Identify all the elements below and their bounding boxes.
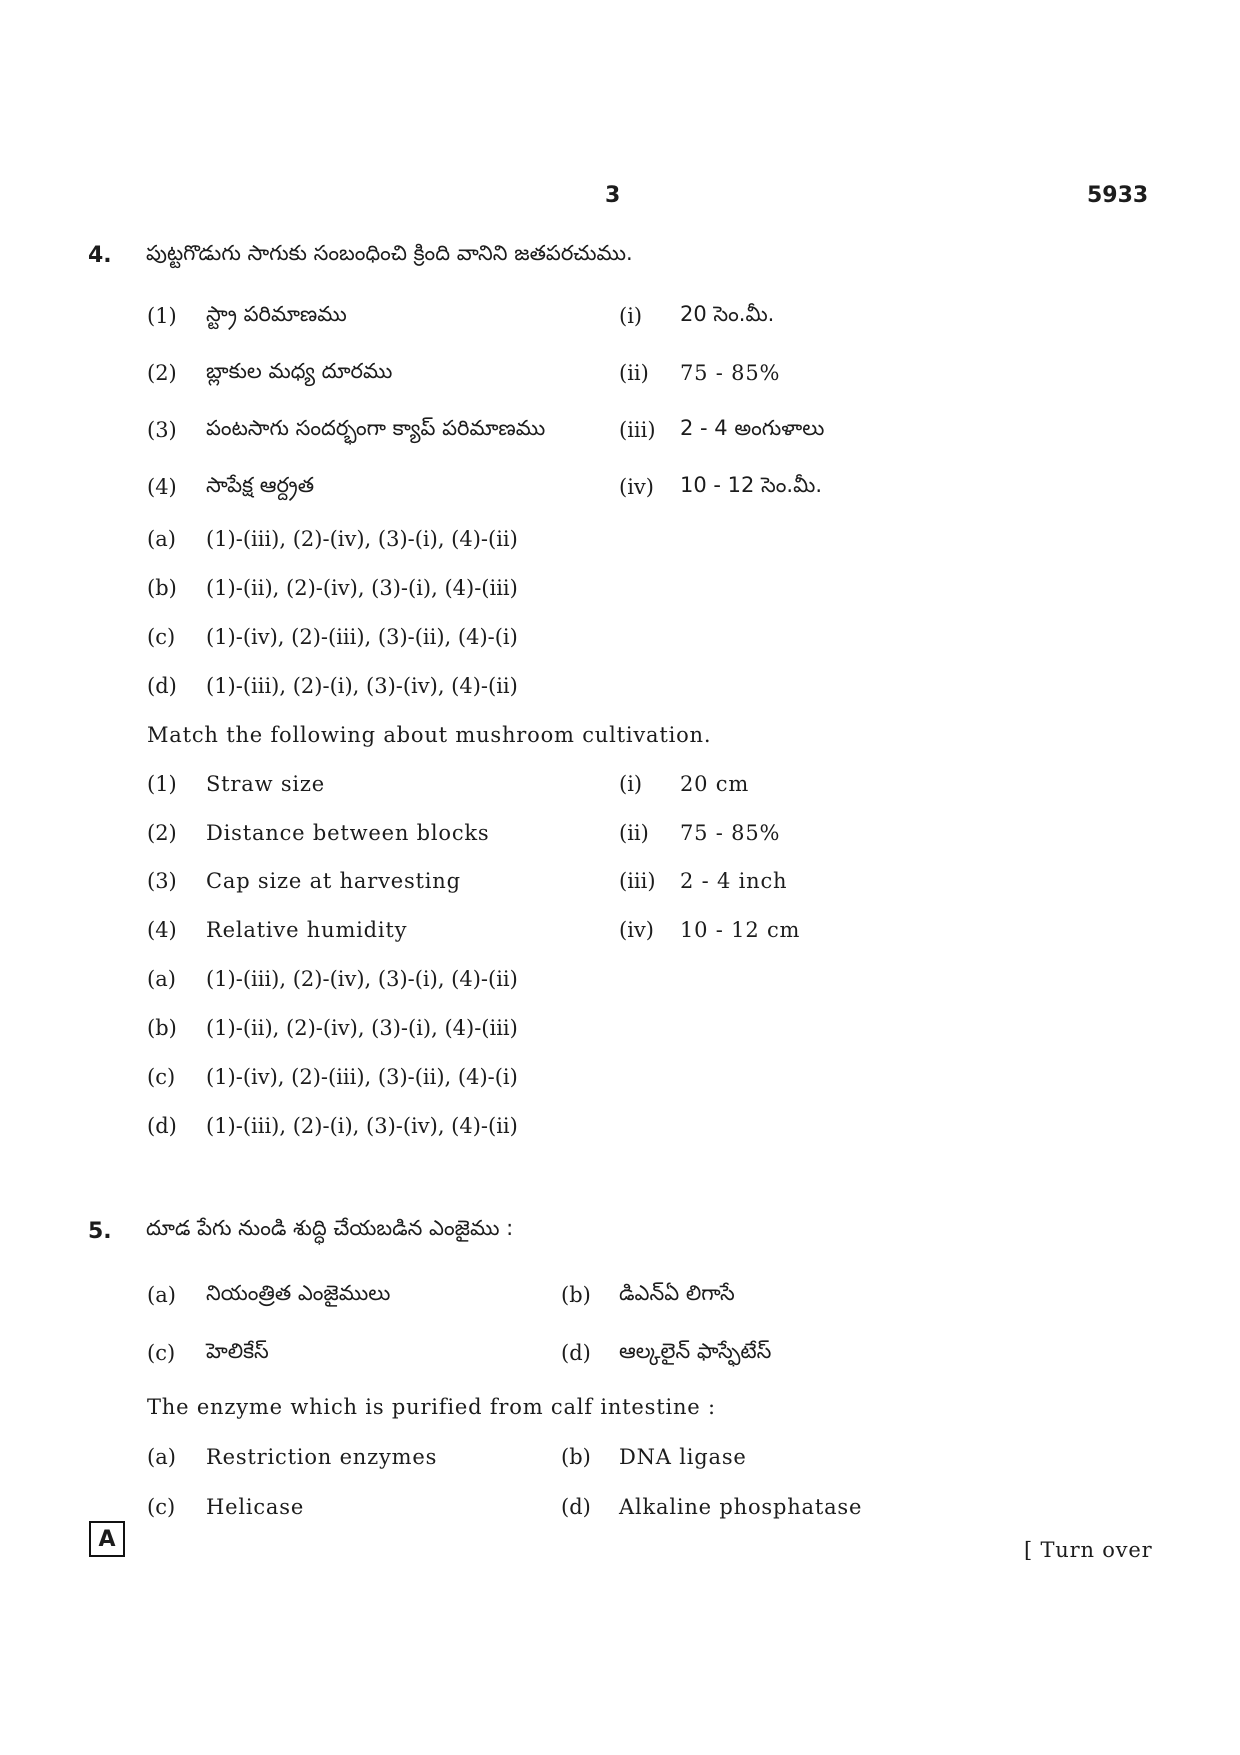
option-label: (b) bbox=[561, 1283, 591, 1307]
option-text: (1)-(ii), (2)-(iv), (3)-(i), (4)-(iii) bbox=[206, 1016, 518, 1040]
option-label: (a) bbox=[147, 1445, 176, 1469]
option-text: Helicase bbox=[206, 1495, 305, 1519]
option-label: (b) bbox=[561, 1445, 591, 1469]
page-number: 3 bbox=[605, 183, 621, 208]
match-right-item: 2 - 4 అంగుళాలు bbox=[680, 416, 825, 440]
option-label: (a) bbox=[147, 967, 176, 991]
match-roman-label: (i) bbox=[619, 772, 643, 796]
match-right-item: 10 - 12 cm bbox=[680, 918, 801, 942]
option-text: DNA ligase bbox=[619, 1445, 747, 1469]
match-left-item: Relative humidity bbox=[206, 918, 408, 942]
match-roman-label: (i) bbox=[619, 304, 643, 328]
option-text: Alkaline phosphatase bbox=[619, 1495, 863, 1519]
match-left-item: సాపేక్ష ఆర్ద్రత bbox=[206, 473, 315, 497]
option-text: (1)-(ii), (2)-(iv), (3)-(i), (4)-(iii) bbox=[206, 576, 518, 600]
match-left-item: స్ట్రా పరిమాణము bbox=[206, 302, 347, 326]
option-label: (c) bbox=[147, 1341, 176, 1365]
option-text: ఆల్కలైన్ ఫాస్ఫేటేస్ bbox=[619, 1339, 772, 1363]
match-row-number: (4) bbox=[147, 475, 177, 499]
match-right-item: 20 cm bbox=[680, 772, 750, 796]
match-roman-label: (ii) bbox=[619, 821, 649, 845]
option-text: (1)-(iii), (2)-(iv), (3)-(i), (4)-(ii) bbox=[206, 967, 518, 991]
match-left-item: Cap size at harvesting bbox=[206, 869, 461, 893]
question-5-number: 5. bbox=[88, 1219, 112, 1244]
match-roman-label: (iii) bbox=[619, 418, 656, 442]
option-text: (1)-(iv), (2)-(iii), (3)-(ii), (4)-(i) bbox=[206, 625, 518, 649]
booklet-series-label: A bbox=[98, 1526, 116, 1552]
match-right-item: 10 - 12 సెం.మీ. bbox=[680, 473, 823, 497]
question-5-stem-telugu: దూడ పేగు నుండి శుద్ధి చేయబడిన ఎంజైము : bbox=[146, 1216, 514, 1240]
match-row-number: (1) bbox=[147, 304, 177, 328]
match-row-number: (2) bbox=[147, 821, 177, 845]
match-right-item: 75 - 85% bbox=[680, 821, 781, 845]
question-4-stem-english: Match the following about mushroom cultivation. bbox=[147, 723, 712, 747]
option-text: (1)-(iii), (2)-(iv), (3)-(i), (4)-(ii) bbox=[206, 527, 518, 551]
match-right-item: 75 - 85% bbox=[680, 361, 781, 385]
match-row-number: (3) bbox=[147, 869, 177, 893]
question-4-number: 4. bbox=[88, 243, 112, 268]
option-text: హెలికేస్ bbox=[206, 1339, 269, 1363]
option-text: Restriction enzymes bbox=[206, 1445, 438, 1469]
option-text: (1)-(iii), (2)-(i), (3)-(iv), (4)-(ii) bbox=[206, 674, 518, 698]
option-label: (b) bbox=[147, 1016, 177, 1040]
match-right-item: 20 సెం.మీ. bbox=[680, 302, 775, 326]
booklet-series-box bbox=[89, 1521, 125, 1557]
paper-code: 5933 bbox=[1087, 183, 1149, 208]
match-roman-label: (ii) bbox=[619, 361, 649, 385]
match-roman-label: (iv) bbox=[619, 475, 654, 499]
match-roman-label: (iv) bbox=[619, 918, 654, 942]
option-label: (d) bbox=[147, 1114, 177, 1138]
option-label: (c) bbox=[147, 1065, 176, 1089]
option-label: (c) bbox=[147, 625, 176, 649]
option-label: (d) bbox=[147, 674, 177, 698]
question-4-stem-telugu: పుట్టగొడుగు సాగుకు సంబంధించి క్రింది వానిని జతపరచుము. bbox=[146, 241, 633, 265]
match-row-number: (1) bbox=[147, 772, 177, 796]
option-label: (a) bbox=[147, 1283, 176, 1307]
match-left-item: Straw size bbox=[206, 772, 326, 796]
option-label: (b) bbox=[147, 576, 177, 600]
question-5-stem-english: The enzyme which is purified from calf intestine : bbox=[147, 1395, 716, 1419]
option-label: (d) bbox=[561, 1341, 591, 1365]
option-text: (1)-(iv), (2)-(iii), (3)-(ii), (4)-(i) bbox=[206, 1065, 518, 1089]
match-left-item: బ్లాకుల మధ్య దూరము bbox=[206, 359, 393, 383]
option-text: (1)-(iii), (2)-(i), (3)-(iv), (4)-(ii) bbox=[206, 1114, 518, 1138]
match-row-number: (2) bbox=[147, 361, 177, 385]
option-label: (d) bbox=[561, 1495, 591, 1519]
match-left-item: Distance between blocks bbox=[206, 821, 490, 845]
option-text: డిఎన్ఏ లిగాసే bbox=[619, 1281, 735, 1305]
option-text: నియంత్రిత ఎంజైములు bbox=[206, 1281, 391, 1305]
match-left-item: పంటసాగు సందర్భంగా క్యాప్ పరిమాణము bbox=[206, 416, 546, 440]
option-label: (a) bbox=[147, 527, 176, 551]
match-right-item: 2 - 4 inch bbox=[680, 869, 788, 893]
turn-over-note: [ Turn over bbox=[1024, 1538, 1153, 1562]
match-row-number: (3) bbox=[147, 418, 177, 442]
match-row-number: (4) bbox=[147, 918, 177, 942]
option-label: (c) bbox=[147, 1495, 176, 1519]
match-roman-label: (iii) bbox=[619, 869, 656, 893]
